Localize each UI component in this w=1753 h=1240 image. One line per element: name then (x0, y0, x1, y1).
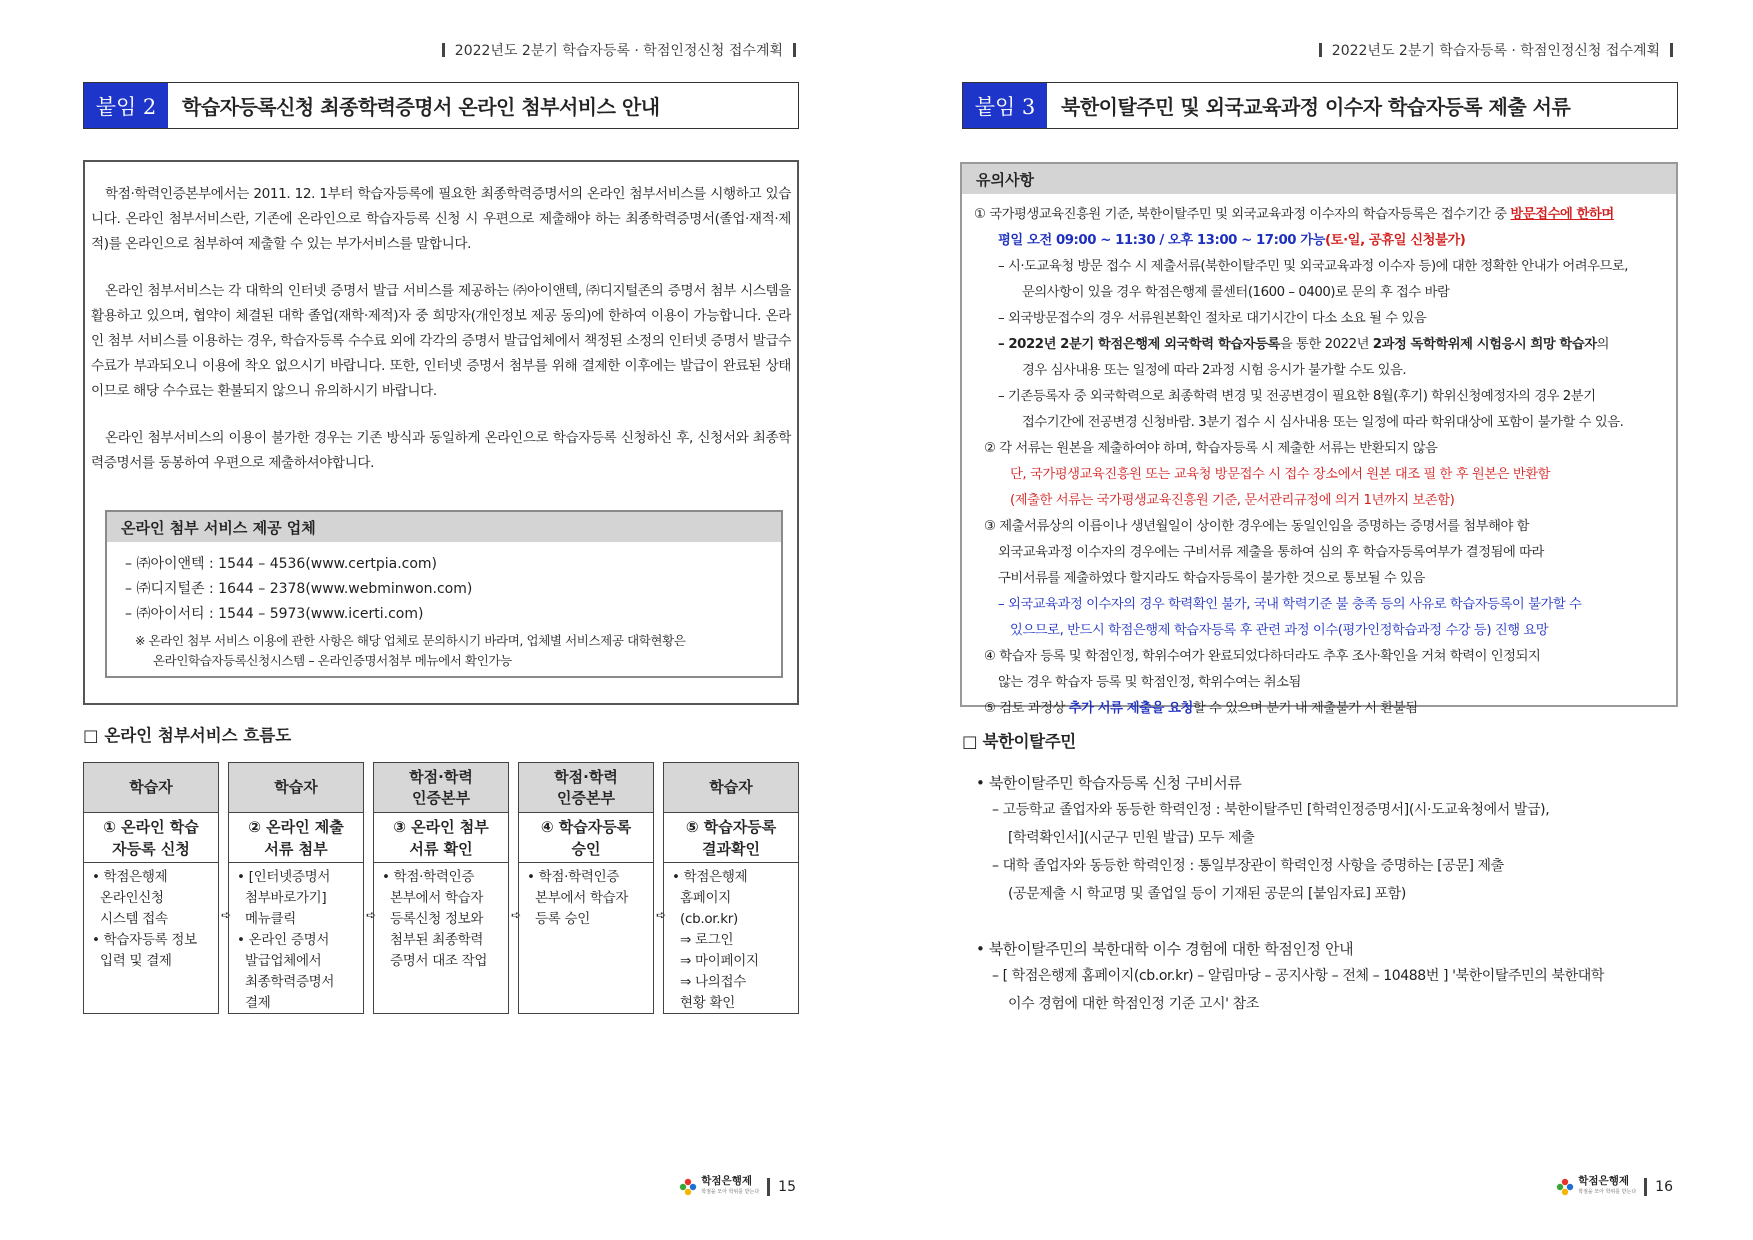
flow-body-line: ⇒ 마이페이지 (672, 953, 759, 969)
notice-sub: – 시·도교육청 방문 접수 시 제출서류(북한이탈주민 및 외국교육과정 이수자 등)에 대한 정확한 안내가 어려우므로, (998, 259, 1629, 274)
logo-tagline: 학점을 모아 학위를 받는다 (1578, 1189, 1637, 1195)
flow-step-body (374, 863, 508, 972)
header-text: 2022년도 2분기 학습자등록 · 학점인정신청 접수계획 (1331, 43, 1660, 59)
notice-item-3-blue: – 외국교육과정 이수자의 경우 학력확인 불가, 국내 학력기준 불 충족 등의 사유로 학습자등록이 불가할 수 (998, 597, 1582, 612)
notice-item-3: ③ 제출서류상의 이름이나 생년월일이 상이한 경우에는 동일인임을 증명하는 증명서를 첨부해야 함 (984, 519, 1530, 534)
notice-item-3-text: 외국교육과정 이수자의 경우에는 구비서류 제출을 통하여 심의 후 학습자등록여부가 결정됨에 따라 (998, 545, 1544, 560)
attachment-tag: 붙임 3 (963, 83, 1047, 128)
notice-item-3-text: 구비서류를 제출하였다 할지라도 학습자등록이 불가한 것으로 통보될 수 있음 (998, 571, 1425, 586)
notice-sub: 경우 심사내용 또는 일정에 따라 2과정 시험 응시가 불가할 수도 있음. (1022, 363, 1407, 378)
vendor-note (125, 631, 763, 671)
notice-item-2-red: 단, 국가평생교육진흥원 또는 교육청 방문접수 시 접수 장소에서 원본 대조 필 한 후 원본은 반환함 (1010, 467, 1551, 482)
logo-name: 학점은행제 (701, 1175, 752, 1187)
notice-sub (974, 332, 1664, 358)
flow-body-line: 본부에서 학습자 (382, 890, 484, 906)
attachment-title-box (83, 82, 799, 129)
flow-step-title (229, 813, 363, 863)
flow-step-body (229, 863, 363, 1014)
flow-body-line: 홈페이지 (672, 890, 731, 906)
flow-step-2 (228, 762, 364, 1014)
vendor-note-line-1: ※ 온라인 첨부 서비스 이용에 관한 사항은 해당 업체로 문의하시기 바라며, 업체별 서비스제공 대학현황은 (135, 633, 686, 648)
logo-tagline: 학점을 모아 학위를 받는다 (701, 1189, 760, 1195)
flow-body-line: 결제 (237, 995, 271, 1011)
notice-text: ① 국가평생교육진흥원 기준, 북한이탈주민 및 외국교육과정 이수자의 학습자등록은 접수기간 중 (974, 207, 1511, 222)
flow-body-line: 첨부바로가기] (237, 890, 327, 906)
notice-item-4: ④ 학습자 등록 및 학점인정, 학위수여가 완료되었다하더라도 추후 조사·확인을 거쳐 학력이 인정되지 (984, 649, 1541, 664)
notice-sub: – 외국방문접수의 경우 서류원본확인 절차로 대기시간이 다소 소요 될 수 있음 (998, 311, 1427, 326)
notice-sub: 문의사항이 있을 경우 학점은행제 콜센터(1600 – 0400)로 문의 후 접수 바람 (1022, 285, 1450, 300)
notice-text: 할 수 있으며 분기 내 제출불가 시 환불됨 (1192, 701, 1418, 716)
credit-bank-logo (1556, 1176, 1636, 1198)
vendor-line: – ㈜아이서티 : 1544 – 5973(www.icerti.com) (125, 606, 424, 622)
flow-body-line: 시스템 접속 (92, 911, 168, 927)
notice-closed-days: (토·일, 공휴일 신청불가) (1325, 233, 1466, 248)
flow-arrow-icon: ➪ (656, 908, 667, 922)
flow-body-line: • 온라인 증명서 (237, 932, 330, 948)
flow-step-3 (373, 762, 509, 1014)
flow-actor (664, 763, 798, 813)
vendor-note-line-2: 온라인학습자등록신청시스템 – 온라인증명서첨부 메뉴에서 확인가능 (153, 653, 512, 668)
attachment-title: 북한이탈주민 및 외국교육과정 이수자 학습자등록 제출 서류 (1061, 95, 1571, 119)
sub-item: – 대학 졸업자와 동등한 학력인정 : 통일부장관이 학력인정 사항을 증명하는 [공문] 제출 (992, 858, 1504, 874)
notice-emphasis: 추가 서류 제출을 요청 (1068, 701, 1193, 716)
flow-body-line: • 학점·학력인증 (527, 869, 620, 885)
footer-bar (767, 1178, 770, 1196)
flow-body-line: • [인터넷증명서 (237, 869, 331, 885)
flow-arrow-icon: ➪ (221, 908, 232, 922)
header-bar-right (1670, 43, 1673, 57)
page-footer (1556, 1176, 1673, 1198)
header-text: 2022년도 2분기 학습자등록 · 학점인정신청 접수계획 (454, 43, 783, 59)
info-paragraph-2: 온라인 첨부서비스는 각 대학의 인터넷 증명서 발급 서비스를 제공하는 ㈜아이앤텍, ㈜디지털존의 증명서 첨부 시스템을 활용하고 있으며, 협약이 체결된 대학 졸업(재학·제적)자 중 희망자(개인정보 제공 동의)에 한하여 이용이 가능합니다. 온라인 첨부 서비스를 이용하는 경우, 학습자등록 수수료 외에 각각의 증명서 발급업체에서 책정된 소정의 인터넷 증명서 발급수수료가 부과되오니 이용에 착오 없으시기 바랍니다. 또한, 인터넷 증명서 첨부를 위해 결제한 이후에는 발급이 완료된 상태이므로 해당 수수료는 환불되지 않으니 유의하시기 바랍니다. (91, 283, 791, 399)
flow-body-line: 증명서 대조 작업 (382, 953, 488, 969)
page-16 (877, 0, 1753, 1240)
notice-hours: 평일 오전 09:00 ~ 11:30 / 오후 13:00 ~ 17:00 가능 (998, 233, 1326, 248)
logo-name: 학점은행제 (1578, 1175, 1629, 1187)
sub-item: 이수 경험에 대한 학점인정 기준 고시' 참조 (1008, 996, 1259, 1012)
notice-emphasis: 방문접수에 한하며 (1510, 207, 1614, 222)
bullet-item: • 북한이탈주민 학습자등록 신청 구비서류 (976, 774, 1242, 792)
notice-heading: 유의사항 (962, 164, 1676, 194)
attachment-title-box (962, 82, 1678, 129)
notice-sub: – 기존등록자 중 외국학력으로 최종학력 변경 및 전공변경이 필요한 8월(후기) 학위신청예정자의 경우 2분기 (998, 389, 1596, 404)
vendor-box (105, 510, 783, 678)
logo-pinwheel-icon (679, 1178, 697, 1196)
flow-step-5 (663, 762, 799, 1014)
page-15 (0, 0, 876, 1240)
flow-body-line: • 학습자등록 정보 (92, 932, 197, 948)
info-paragraph-3: 온라인 첨부서비스의 이용이 불가한 경우는 기존 방식과 동일하게 온라인으로 학습자등록 신청하신 후, 신청서와 최종학력증명서를 동봉하여 우편으로 제출하셔야합니다. (91, 430, 791, 471)
flow-step-body (519, 863, 653, 930)
notice-item-1 (974, 202, 1664, 228)
flow-step-label: ④ 학습자등록 승인 (540, 817, 632, 858)
flow-step-body (84, 863, 218, 972)
flow-body-line: • 학점은행제 (92, 869, 168, 885)
notice-text: 의 (1596, 337, 1610, 352)
flow-section-title: □ 온라인 첨부서비스 흐름도 (83, 726, 292, 745)
flow-step-label: ③ 온라인 첨부 서류 확인 (393, 817, 489, 858)
sub-item: (공문제출 시 학교명 및 졸업일 등이 기재된 공문의 [붙임자료] 포함) (1008, 886, 1406, 902)
flow-actor-label: 학습자 (709, 778, 753, 796)
flow-actor-label: 학습자 (129, 778, 173, 796)
footer-bar (1644, 1178, 1647, 1196)
flow-step-4 (518, 762, 654, 1014)
running-header (442, 40, 796, 60)
flow-body-line: 발급업체에서 (237, 953, 322, 969)
flow-body-line: 본부에서 학습자 (527, 890, 629, 906)
flow-step-title (519, 813, 653, 863)
notice-text: ⑤ 검토 과정상 (984, 701, 1069, 716)
flow-step-title (374, 813, 508, 863)
flow-body-line: (cb.or.kr) (672, 911, 739, 927)
header-bar-left (1319, 43, 1322, 57)
flow-body-line: 등록신청 정보와 (382, 911, 484, 927)
flow-body-line: 등록 승인 (527, 911, 590, 927)
attachment-title: 학습자등록신청 최종학력증명서 온라인 첨부서비스 안내 (182, 95, 660, 119)
flow-body-line: • 학점·학력인증 (382, 869, 475, 885)
flow-arrow-icon: ➪ (366, 908, 377, 922)
notice-box (960, 162, 1678, 716)
flow-body-line: 현황 확인 (672, 995, 735, 1011)
online-attachment-info (83, 160, 799, 705)
flow-actor (84, 763, 218, 813)
notice-text: 을 통한 2022년 (1279, 337, 1373, 352)
flow-step-label: ① 온라인 학습 자등록 신청 (103, 817, 199, 858)
flow-step-title (84, 813, 218, 863)
sub-item: [학력확인서](시군구 민원 발급) 모두 제출 (1008, 830, 1255, 846)
bullet-item: • 북한이탈주민의 북한대학 이수 경험에 대한 학점인정 안내 (976, 940, 1354, 958)
flow-actor-label: 학습자 (274, 778, 318, 796)
sub-item: – 고등학교 졸업자와 동등한 학력인정 : 북한이탈주민 [학력인정증명서](시·도교육청에서 발급), (992, 802, 1550, 818)
flow-step-body (664, 863, 798, 1014)
flow-body-line: 온라인신청 (92, 890, 164, 906)
flow-step-label: ⑤ 학습자등록 결과확인 (685, 817, 777, 858)
flow-body-line: ⇒ 로그인 (672, 932, 734, 948)
flow-step-1 (83, 762, 219, 1014)
notice-item-5 (974, 696, 1664, 722)
notice-item-2: ② 각 서류는 원본을 제출하여야 하며, 학습자등록 시 제출한 서류는 반환되지 않음 (984, 441, 1438, 456)
notice-bold: – 2022년 2분기 학점은행제 외국학력 학습자등록 (998, 337, 1280, 352)
notice-item-4-text: 않는 경우 학습자 등록 및 학점인정, 학위수여는 취소됨 (998, 675, 1301, 690)
flow-body-line: 첨부된 최종학력 (382, 932, 484, 948)
header-bar-left (442, 43, 445, 57)
running-header (1319, 40, 1673, 60)
notice-body (962, 194, 1676, 722)
flow-actor (374, 763, 508, 813)
info-paragraph-1: 학점·학력인증본부에서는 2011. 12. 1부터 학습자등록에 필요한 최종학력증명서의 온라인 첨부서비스를 시행하고 있습니다. 온라인 첨부서비스란, 기존에 온라인으로 학습자등록 신청 시 우편으로 제출해야 하는 최종학력증명서(졸업·재적·제적)를 온라인으로 첨부하여 제출할 수 있는 부가서비스를 말합니다. (91, 186, 791, 252)
page-number: 16 (1655, 1179, 1673, 1195)
flow-actor (519, 763, 653, 813)
flow-step-label: ② 온라인 제출 서류 첨부 (248, 817, 344, 858)
flow-body-line: ⇒ 나의접수 (672, 974, 746, 990)
page-footer (679, 1176, 796, 1198)
vendor-line: – ㈜디지털존 : 1644 – 2378(www.webminwon.com) (125, 581, 473, 597)
flow-actor-label: 학점·학력 인증본부 (554, 767, 618, 807)
flow-chart (83, 762, 799, 1014)
flow-arrow-icon: ➪ (511, 908, 522, 922)
logo-pinwheel-icon (1556, 1178, 1574, 1196)
credit-bank-logo (679, 1176, 759, 1198)
flow-body-line: 최종학력증명서 (237, 974, 335, 990)
north-korean-defector-section (962, 728, 1682, 1018)
notice-sub: 접수기간에 전공변경 신청바람. 3분기 접수 시 심사내용 또는 일정에 따라 학위대상에 포함이 불가할 수 있음. (1022, 415, 1624, 430)
section-heading: □ 북한이탈주민 (962, 732, 1076, 751)
flow-body-line: 입력 및 결제 (92, 953, 172, 969)
vendor-line: – ㈜아이앤텍 : 1544 – 4536(www.certpia.com) (125, 556, 438, 572)
flow-step-title (664, 813, 798, 863)
sub-item: – [ 학점은행제 홈페이지(cb.or.kr) – 알림마당 – 공지사항 – 전체 – 10488번 ] '북한이탈주민의 북한대학 (992, 968, 1604, 984)
notice-item-3-blue: 있으므로, 반드시 학점은행제 학습자등록 후 관련 과정 이수(평가인정학습과정 수강 등) 진행 요망 (1010, 623, 1549, 638)
notice-bold: 2과정 독학학위제 시험응시 희망 학습자 (1372, 337, 1597, 352)
notice-item-2-red: (제출한 서류는 국가평생교육진흥원 기준, 문서관리규정에 의거 1년까지 보존함) (1010, 493, 1455, 508)
vendor-heading: 온라인 첨부 서비스 제공 업체 (107, 512, 781, 542)
flow-body-line: 메뉴클릭 (237, 911, 296, 927)
notice-item-1-hours (974, 228, 1664, 254)
header-bar-right (793, 43, 796, 57)
flow-body-line: • 학점은행제 (672, 869, 748, 885)
flow-actor (229, 763, 363, 813)
page-number: 15 (778, 1179, 796, 1195)
flow-actor-label: 학점·학력 인증본부 (409, 767, 473, 807)
attachment-tag: 붙임 2 (84, 83, 168, 128)
